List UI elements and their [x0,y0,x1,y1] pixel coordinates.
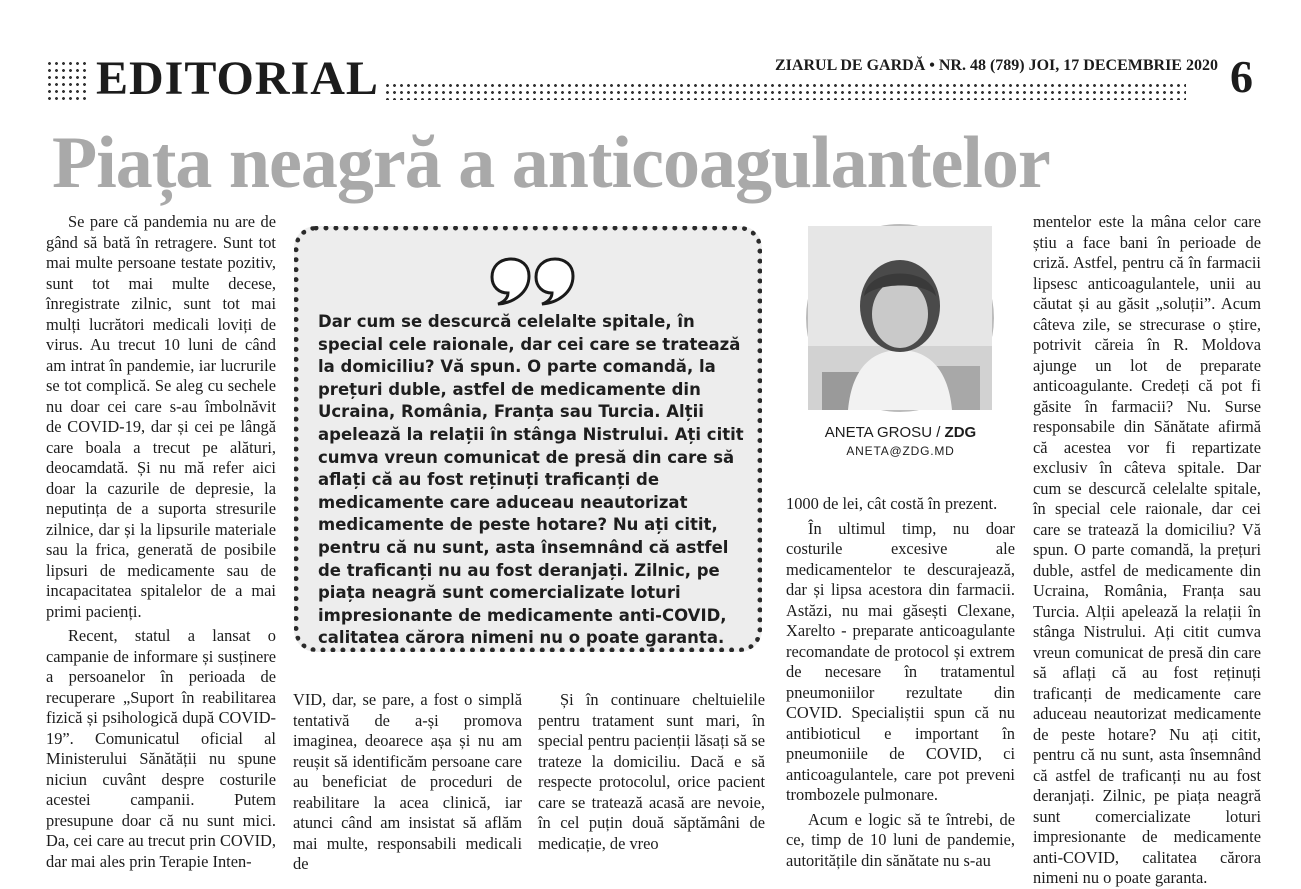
author-byline [786,424,1015,441]
author-name: ANETA GROSU [824,424,933,441]
article-column-1 [46,212,276,871]
quote-marks-icon [489,255,577,307]
paragraph: Se pare că pandemia nu are de gând să bată în retragere. Sunt tot mai multe persoane testate pozitiv, sunt tot mai multe decese, înregistrate zilnic, sunt tot mai mulți lucrători medicali loviți de virus. Au trecut 10 luni de când am intrat în pandemie, iar lucrurile se tot complică. Se aleg cu sechele nu doar cei care s-au îmbolnăvit de COVID-19, dar și cei pe lângă care boala a trecut pe alături, deocamdată. Și nu mă refer aici doar la cazurile de depresie, la neputința de a suporta stresurile zilnice, dar și la lipsurile materiale sau la frica, generată de posibile lipsuri de medicamente sau de incapacitatea spitalelor de a mai primi pacienți. [46,212,276,621]
article-column-2 [293,690,522,873]
paragraph: Recent, statul a lansat o campanie de informare și susținere a persoanelor în perioada de recuperare „Suport în reabilitarea fizică și psihologică după COVID-19”. Comunicatul oficial al Ministerului Sănătății nu spune niciun cuvânt despre costurile acestei campanii. Putem presupune doar că nu sunt mici. Da, cei care au trecut prin COVID, dar mai ales prin Terapie Inten- [46,626,276,871]
pull-quote [294,226,762,652]
author-email: ANETA@ZDG.MD [846,444,955,458]
decorative-dots-right [384,82,1186,100]
decorative-dots-left [46,60,88,100]
pull-quote-text: Dar cum se descurcă celelalte spitale, în special cele raionale, dar cei care se tratează la domiciliu? Vă spun. O parte comandă, la prețuri duble, astfel de medicamente din Ucraina, România, Franța sau Turcia. Alții apelează la relații în stânga Nistrului. Ați citit cumva vreun comunicat de presă din care să aflați că au fost reținuți traficanți de medicamente care aduceau neautorizat medicamente de peste hotare? Nu ați citit, pentru că nu sunt, asta însemnând că astfel de traficanți nu au fost deranjați. Zilnic, pe piața neagră sunt comercializate loturi impresionante de medicamente anti-COVID, calitatea cărora nimeni nu o poate garanta. [318,312,744,648]
author-photo [806,224,994,412]
paragraph: VID, dar, se pare, a fost o simplă tentativă de a-și promova imaginea, deoarece așa și nu am reușit să identificăm persoane care au beneficiat de proceduri de reabilitare la acea clinică, iar atunci când am insistat să aflăm mai multe, responsabili medicali de [293,690,522,873]
article-column-4 [786,494,1015,870]
paragraph: Acum e logic să te întrebi, de ce, timp de 10 luni de pandemie, autoritățile din sănătate nu s-au [786,809,1015,870]
article-column-3 [538,690,765,853]
byline-separator: / [932,424,945,441]
paragraph: mentelor este la mâna celor care știu a face bani în perioade de criză. Astfel, pentru că în farmacii lipsesc anticoagulantele, unii au căutat și au găsit „soluții”. Acum câteva zile, se strecurase o știre, potrivit căreia în R. Moldova ajunge un lot de preparate anticoagulante. Credeți că pot fi găsite în farmacii? Nu. Surse responsabile din Sănătate afirmă că acestea vor fi repartizate exclusiv în câteva spitale. Dar cum se descurcă celelalte spitale, în special cele raionale, dar cei care se tratează la domiciliu? Vă spun. O parte comandă, la prețuri duble, astfel de medicamente din Ucraina, România, Franța sau Turcia. Alții apelează la relații în stânga Nistrului. Ați citit cumva vreun comunicat de presă din care să aflați că au fost reținuți traficanți de medicamente care aduceau neautorizat medicamente de peste hotare? Nu ați citit, pentru că nu sunt, asta însemnând că astfel de traficanți nu au fost deranjați. Zilnic, pe piața neagră sunt comercializate loturi impresionante de medicamente anti-COVID, calitatea cărora nimeni nu o poate garanta. [1033,212,1261,887]
author-org: ZDG [944,424,977,441]
page-number: 6 [1230,51,1253,102]
headline: Piața neagră a anticoagulantelor [52,122,1050,204]
masthead: ZIARUL DE GARDĂ • NR. 48 (789) JOI, 17 DECEMBRIE 2020 [775,57,1218,74]
article-column-5 [1033,212,1261,887]
paragraph: Și în continuare cheltuielile pentru tratament sunt mari, în special pentru pacienții lăsați să se trateze la domiciliu. Dacă e să respecte protocolul, orice pacient care se tratează acasă are nevoie, în cel puțin două săptămâni de medicație, de vreo [538,690,765,853]
paragraph: 1000 de lei, cât costă în prezent. [786,494,998,513]
paragraph: În ultimul timp, nu doar costurile excesive ale medicamentelor te descurajează, dar și lipsa acestora din farmacii. Astăzi, nu mai găsești Clexane, Xarelto - preparate anticoagulante recomandate de protocol și extrem de necesare în tratamentul pneumoniilor rezultate din COVID. Specialiștii spun că nu antibioticul e important în pneumoniile de COVID, ci anticoagulantele, care pot preveni trombozele pulmonare. [786,518,1015,804]
section-title: EDITORIAL [96,52,379,105]
